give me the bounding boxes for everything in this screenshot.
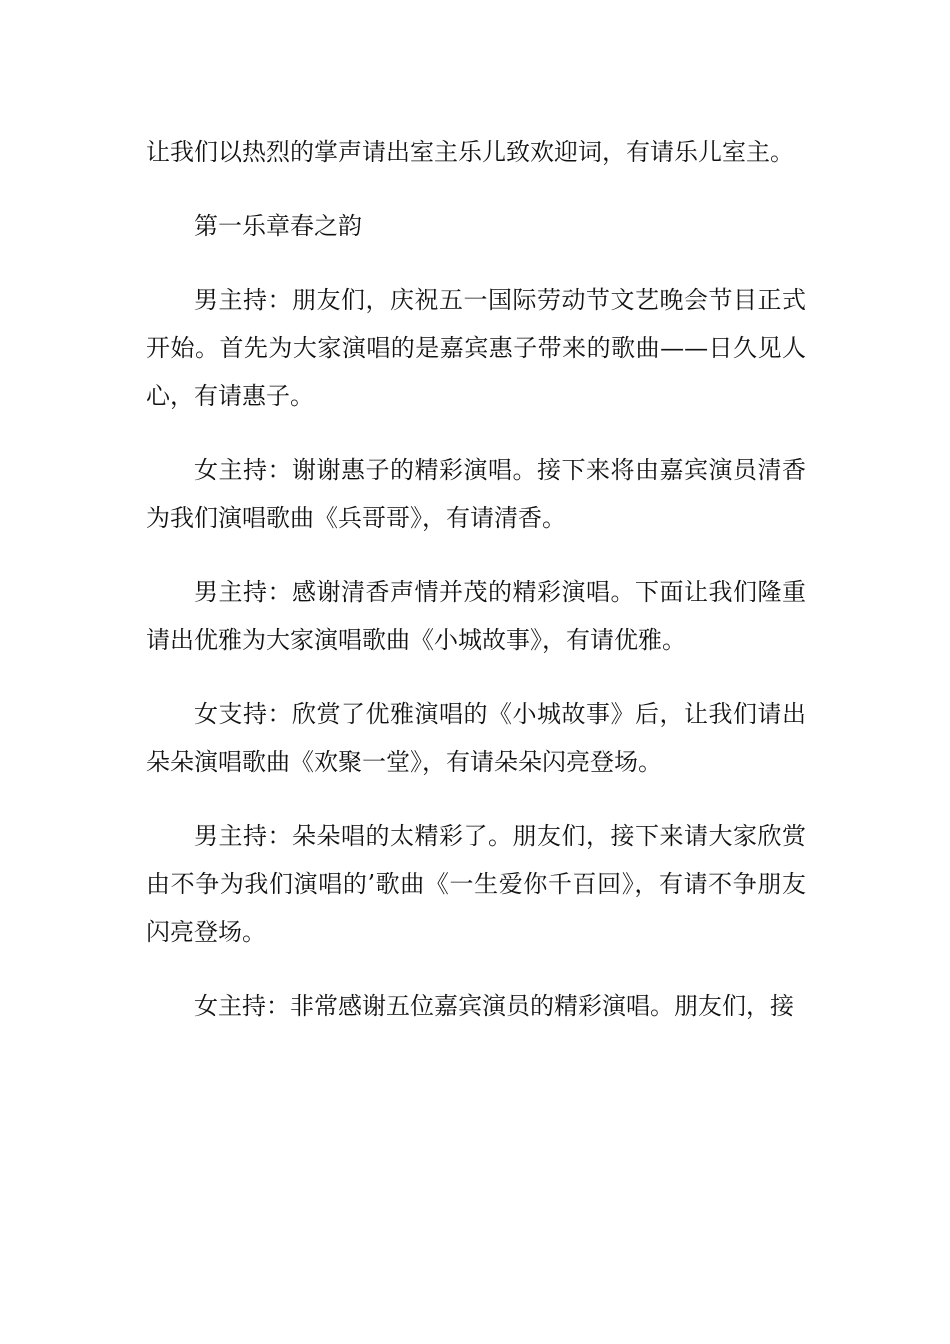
paragraph-female-host-1: 女主持：谢谢惠子的精彩演唱。接下来将由嘉宾演员清香为我们演唱歌曲《兵哥哥》，有请清香。 [146,456,806,532]
paragraph-movement-title: 第一乐章春之韵 [194,212,362,240]
paragraph-male-host-1: 男主持：朋友们，庆祝五一国际劳动节文艺晚会节目正式开始。首先为大家演唱的是嘉宾惠子带来的歌曲——日久见人心，有请惠子。 [146,286,806,410]
paragraph-female-host-2: 女支持：欣赏了优雅演唱的《小城故事》后，让我们请出朵朵演唱歌曲《欢聚一堂》，有请朵朵闪亮登场。 [146,700,806,776]
paragraph-female-host-3: 女主持：非常感谢五位嘉宾演员的精彩演唱。朋友们，接 [194,992,794,1020]
paragraph-male-host-3: 男主持：朵朵唱的太精彩了。朋友们，接下来请大家欣赏由不争为我们演唱的’歌曲《一生爱你千百回》，有请不争朋友闪亮登场。 [146,822,806,946]
paragraph-male-host-2: 男主持：感谢清香声情并茂的精彩演唱。下面让我们隆重请出优雅为大家演唱歌曲《小城故事》，有请优雅。 [146,578,806,654]
paragraph-intro: 让我们以热烈的掌声请出室主乐儿致欢迎词，有请乐儿室主。 [146,138,794,166]
document-body [146,128,806,1056]
